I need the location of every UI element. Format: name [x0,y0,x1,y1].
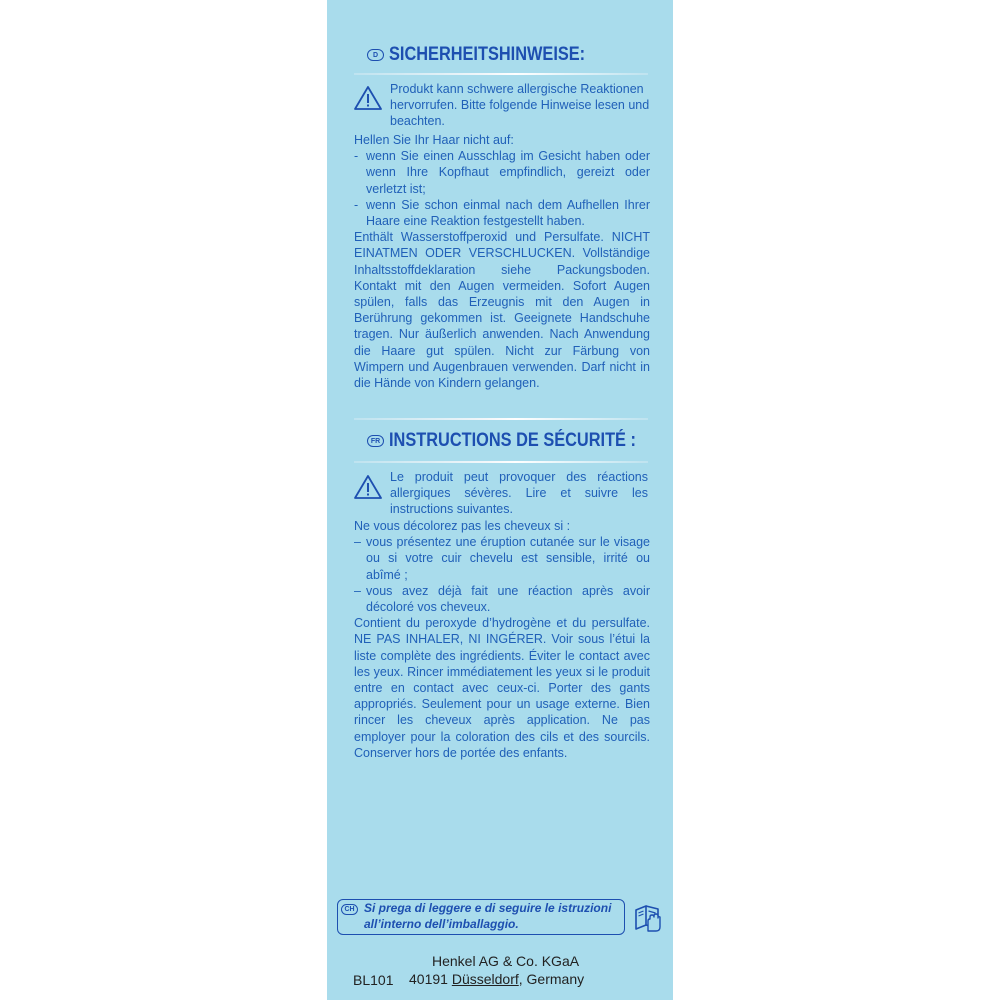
footer-code: BL101 [353,972,394,988]
language-badge-de: D [367,49,384,61]
list-item [354,534,650,583]
de-body-text: Enthält Wasserstoffperoxid und Persulfate. NICHT EINATMEN ODER VERSCHLUCKEN. Vollständige Inhaltsstoffdeklaration siehe Packungsboden. Kontakt mit den Augen vermeiden. Sofort Augen spülen, falls das Erzeugnis mit den Augen in Berührung gekommen ist. Geeignete Handschuhe tragen. Nur äußerlich anwenden. Nach Anwendung die Haare gut spülen. Nicht zur Färbung von Wimpern und Augenbrauen verwenden. Darf nicht in die Hände von Kindern gelangen. [354,230,650,391]
dash-bullet: - [354,149,359,164]
fr-warning-text: Le produit peut provoquer des réactions allergiques sévères. Lire et suivre les instructions suivantes. [390,470,648,517]
de-intro: Hellen Sie Ihr Haar nicht auf: [354,133,514,147]
fr-intro: Ne vous décolorez pas les cheveux si : [354,519,571,533]
de-warning-text: Produkt kann schwere allergische Reaktionen hervorrufen. Bitte folgende Hinweise lesen und beachten. [390,82,650,129]
divider [354,461,648,463]
footer-company: Henkel AG & Co. KGaA [432,953,580,969]
warning-triangle-icon [353,85,383,111]
list-item [354,583,650,615]
divider [354,73,648,75]
leaflet-hand-icon [632,901,664,933]
de-item-1: wenn Sie einen Ausschlag im Gesicht haben oder wenn Ihre Kopfhaut empfindlich, gereizt oder verletzt ist; [366,149,650,196]
fr-item-2: vous avez déjà fait une réaction après avoir décoloré vos cheveux. [366,583,650,615]
de-item-2: wenn Sie schon einmal nach dem Aufhellen Ihrer Haare eine Reaktion festgestellt haben. [366,197,650,229]
de-instructions [354,132,650,391]
footer-city: Düsseldorf [451,971,519,987]
dash-bullet: - [354,197,359,212]
de-section-title: SICHERHEITSHINWEISE: [389,44,586,65]
footer-postcode: 40191 [409,971,448,987]
footer-address [409,971,584,987]
divider [354,418,648,420]
footer-country: , Germany [518,971,585,987]
de-section-header [367,44,617,66]
language-badge-fr: FR [367,435,384,447]
fr-body-text: Contient du peroxyde d’hydrogène et du persulfate. NE PAS INHALER, NI INGÉRER. Voir sous l’étui la liste complète des ingrédients. Éviter le contact avec les yeux. Rincer immédiatement les yeux si le produit entre en contact avec ceux-ci. Porter des gants appropriés. Seulement pour un usage externe. Bien rincer les cheveux après application. Ne pas employer pour la coloration des cils et des sourcils. Conserver hors de portée des enfants. [354,616,650,760]
list-item [354,197,650,229]
fr-instructions [354,518,650,761]
fr-section-header [367,430,676,452]
dash-bullet: – [354,535,361,550]
fr-section-title: INSTRUCTIONS DE SÉCURITÉ : [389,430,636,451]
fr-item-1: vous présentez une éruption cutanée sur le visage ou si votre cuir chevelu est sensible, irrité ou abîmé ; [366,535,650,582]
dash-bullet: – [354,583,361,598]
ch-notice-text: Si prega di leggere e di seguire le istruzioni all’interno dell’imballaggio. [364,901,612,931]
warning-triangle-icon [353,474,383,500]
list-item [354,148,650,197]
language-badge-ch: CH [341,904,358,915]
